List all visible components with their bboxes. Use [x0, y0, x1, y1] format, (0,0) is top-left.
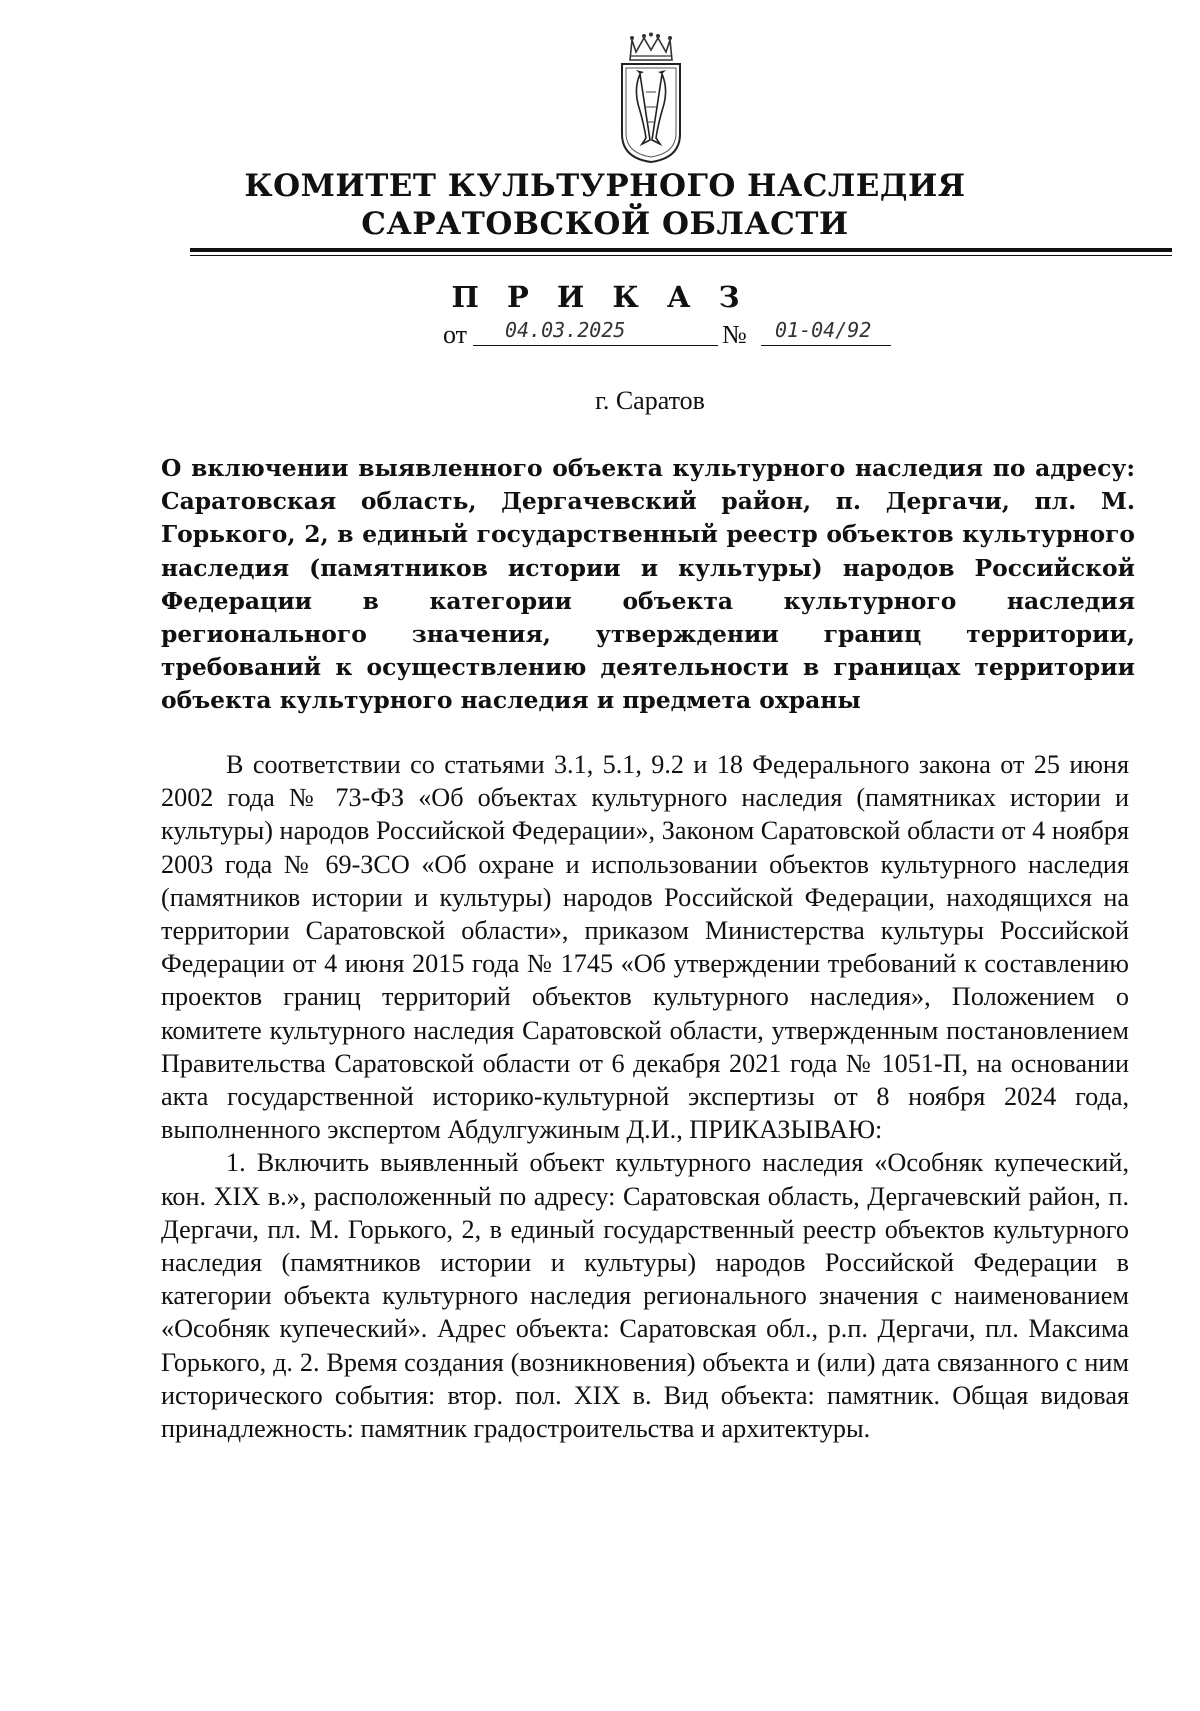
committee-name-line-1: КОМИТЕТ КУЛЬТУРНОГО НАСЛЕДИЯ — [244, 168, 966, 204]
header-divider-thick — [190, 248, 1172, 252]
number-label: № — [722, 320, 747, 349]
order-item-1-paragraph: 1. Включить выявленный объект культурного наследия «Особняк купеческий, кон. XIX в.», расположенный по адресу: Саратовская область, Дергачевский район, п. Дергачи, пл. М. Горького, 2, в единый государственный реестр объектов культурного наследия (памятников истории и культуры) народов Российской Федерации в категории объекта культурного наследия регионального значения с наименованием «Особняк купеческий». Адрес объекта: Саратовская обл., р.п. Дергачи, пл. Максима Горького, д. 2. Время создания (возникновения) объекта и (или) дата связанного с ним исторического события: втор. пол. XIX в. Вид объекта: памятник. Общая видовая принадлежность: памятник градостроительства и архитектуры. — [161, 1148, 1129, 1444]
order-date-field: 04.03.2025 — [473, 318, 718, 346]
order-city: г. Саратов — [595, 386, 705, 415]
order-number-field: 01-04/92 — [761, 318, 891, 346]
order-subject-heading: О включении выявленного объекта культурного наследия по адресу: Саратовская область, Дергачевский район, п. Дергачи, пл. М. Горького, 2, в единый государственный реестр объектов культурного наследия (памятников истории и культуры) народов Российской Федерации в категории объекта культурного наследия регионального значения, утверждении границ территории, требований к осуществлению деятельности в границах территории объекта культурного наследия и предмета охраны — [161, 454, 1135, 715]
order-preamble-paragraph: В соответствии со статьями 3.1, 5.1, 9.2 и 18 Федерального закона от 25 июня 2002 года № 73-ФЗ «Об объектах культурного наследия (памятниках истории и культуры) народов Российской Федерации», Законом Саратовской области от 4 ноября 2003 года № 69-ЗСО «Об охране и использовании объектов культурного наследия (памятников истории и культуры) народов Российской Федерации, находящихся на территории Саратовской области», приказом Министерства культуры Российской Федерации от 4 июня 2015 года № 1745 «Об утверждении требований к составлению проектов границ территорий объектов культурного наследия», Положением о комитете культурного наследия Саратовской области, утвержденным постановлением Правительства Саратовской области от 6 декабря 2021 года № 1051-П, на основании акта государственной историко-культурной экспертизы от 8 ноября 2024 года, выполненного экспертом Абдулгужиным Д.И., ПРИКАЗЫВАЮ: — [161, 750, 1129, 1145]
committee-name-line-2: САРАТОВСКОЙ ОБЛАСТИ — [361, 206, 849, 242]
order-title: П Р И К А З — [451, 280, 749, 314]
coat-of-arms-icon — [616, 32, 686, 164]
header-divider-thin — [190, 255, 1172, 256]
order-body — [161, 748, 1129, 1445]
date-label: от — [443, 320, 468, 349]
